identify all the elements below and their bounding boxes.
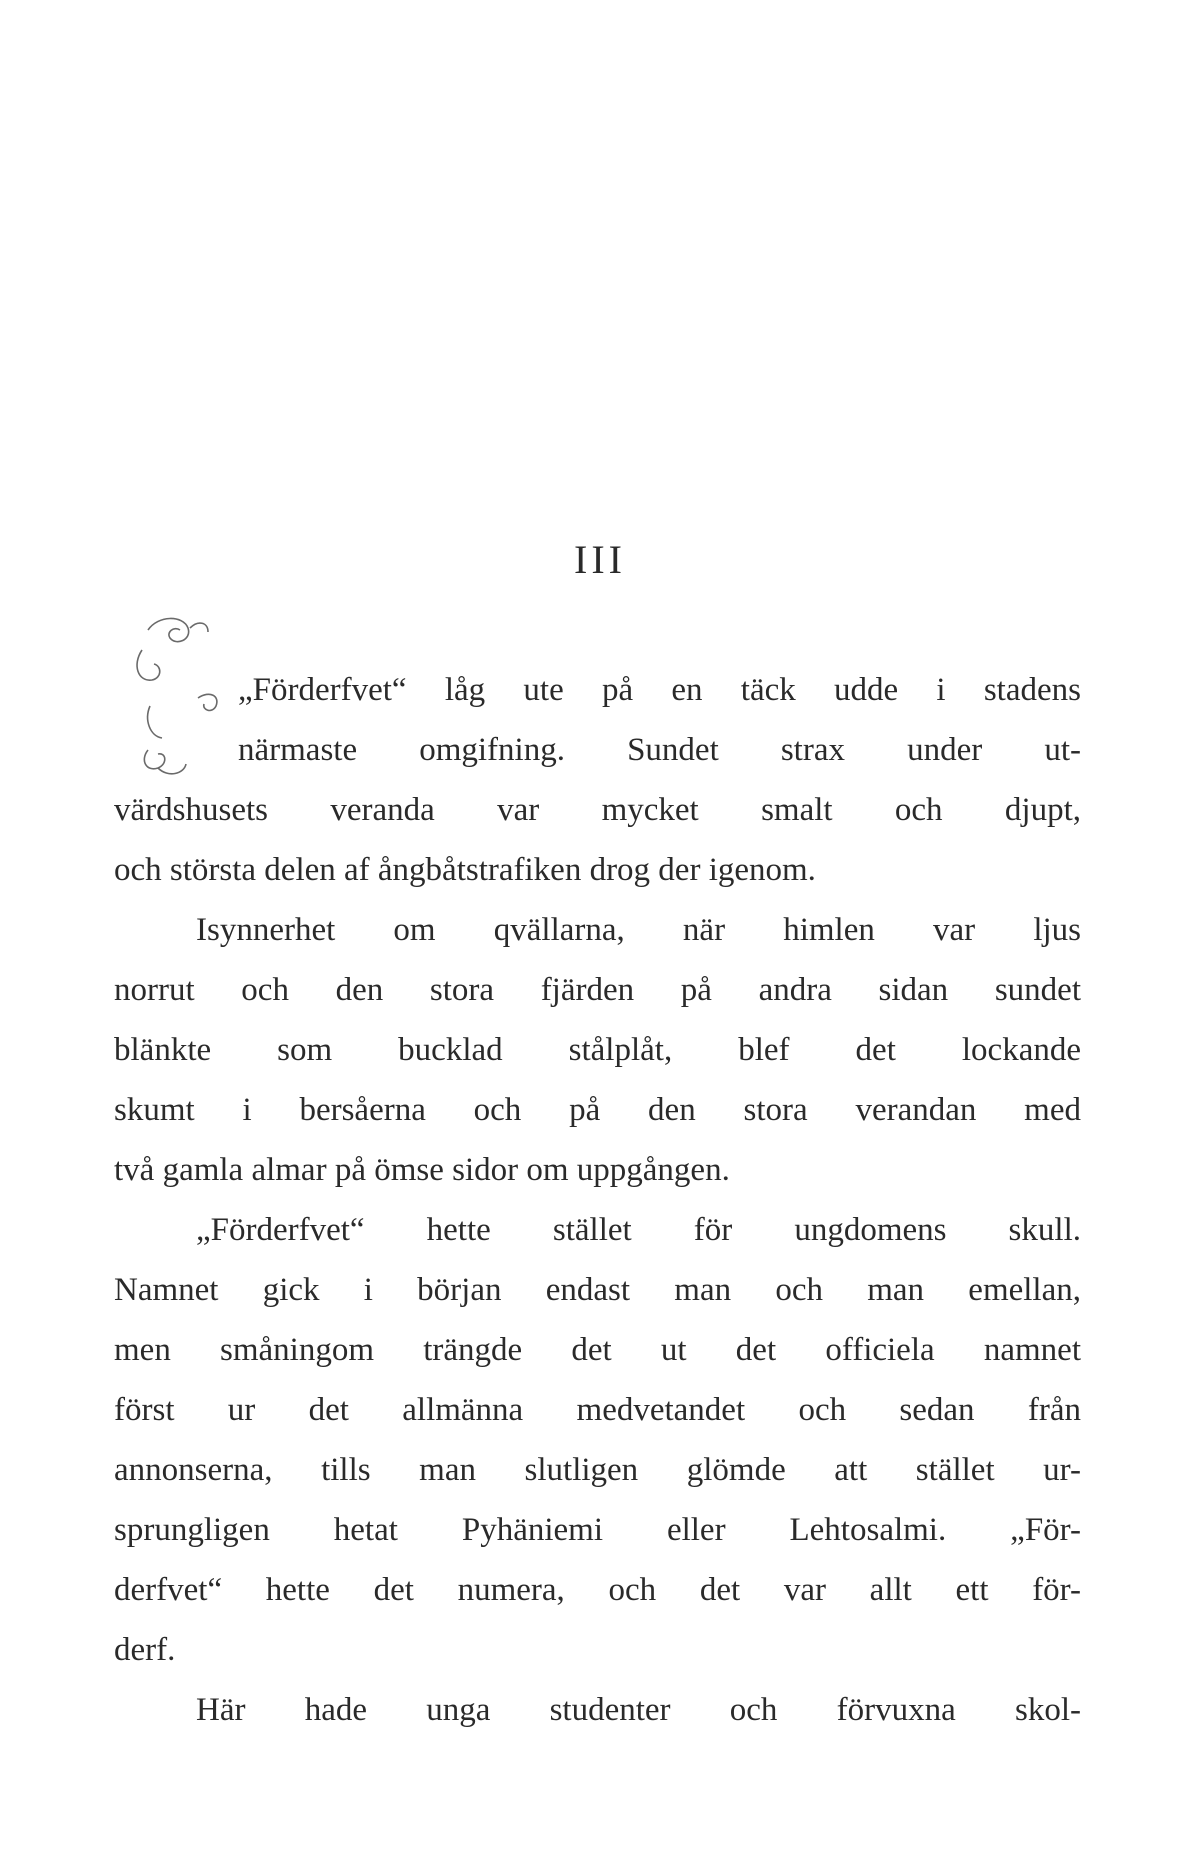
text-line: Isynnerhet om qvällarna, när himlen var ljus xyxy=(196,912,1081,948)
text-line: först ur det allmänna medvetandet och sedan från xyxy=(114,1392,1081,1428)
text-line: derf. xyxy=(114,1632,176,1668)
body-text xyxy=(114,660,1081,1740)
text-line: värdshusets veranda var mycket smalt och djupt, xyxy=(114,792,1081,828)
text-line: blänkte som bucklad stålplåt, blef det lockande xyxy=(114,1032,1081,1068)
text-line: och största delen af ångbåtstrafiken drog der igenom. xyxy=(114,852,816,888)
chapter-number: III xyxy=(574,537,626,582)
text-line: Namnet gick i början endast man och man emellan, xyxy=(114,1272,1081,1308)
text-line: skumt i bersåerna och på den stora verandan med xyxy=(114,1092,1081,1128)
text-line: två gamla almar på ömse sidor om uppgången. xyxy=(114,1152,730,1188)
text-line: Här hade unga studenter och förvuxna skol- xyxy=(196,1692,1081,1728)
text-line: „Förderfvet“ hette stället för ungdomens skull. xyxy=(196,1212,1081,1248)
text-line: norrut och den stora fjärden på andra sidan sundet xyxy=(114,972,1081,1008)
text-line: närmaste omgifning. Sundet strax under ut- xyxy=(238,732,1081,768)
text-line: derfvet“ hette det numera, och det var allt ett för- xyxy=(114,1572,1081,1608)
text-line: sprungligen hetat Pyhäniemi eller Lehtosalmi. „För- xyxy=(114,1512,1081,1548)
text-line: „Förderfvet“ låg ute på en täck udde i stadens xyxy=(238,672,1081,708)
text-line: annonserna, tills man slutligen glömde att stället ur- xyxy=(114,1452,1081,1488)
text-line: men småningom trängde det ut det officiela namnet xyxy=(114,1332,1081,1368)
